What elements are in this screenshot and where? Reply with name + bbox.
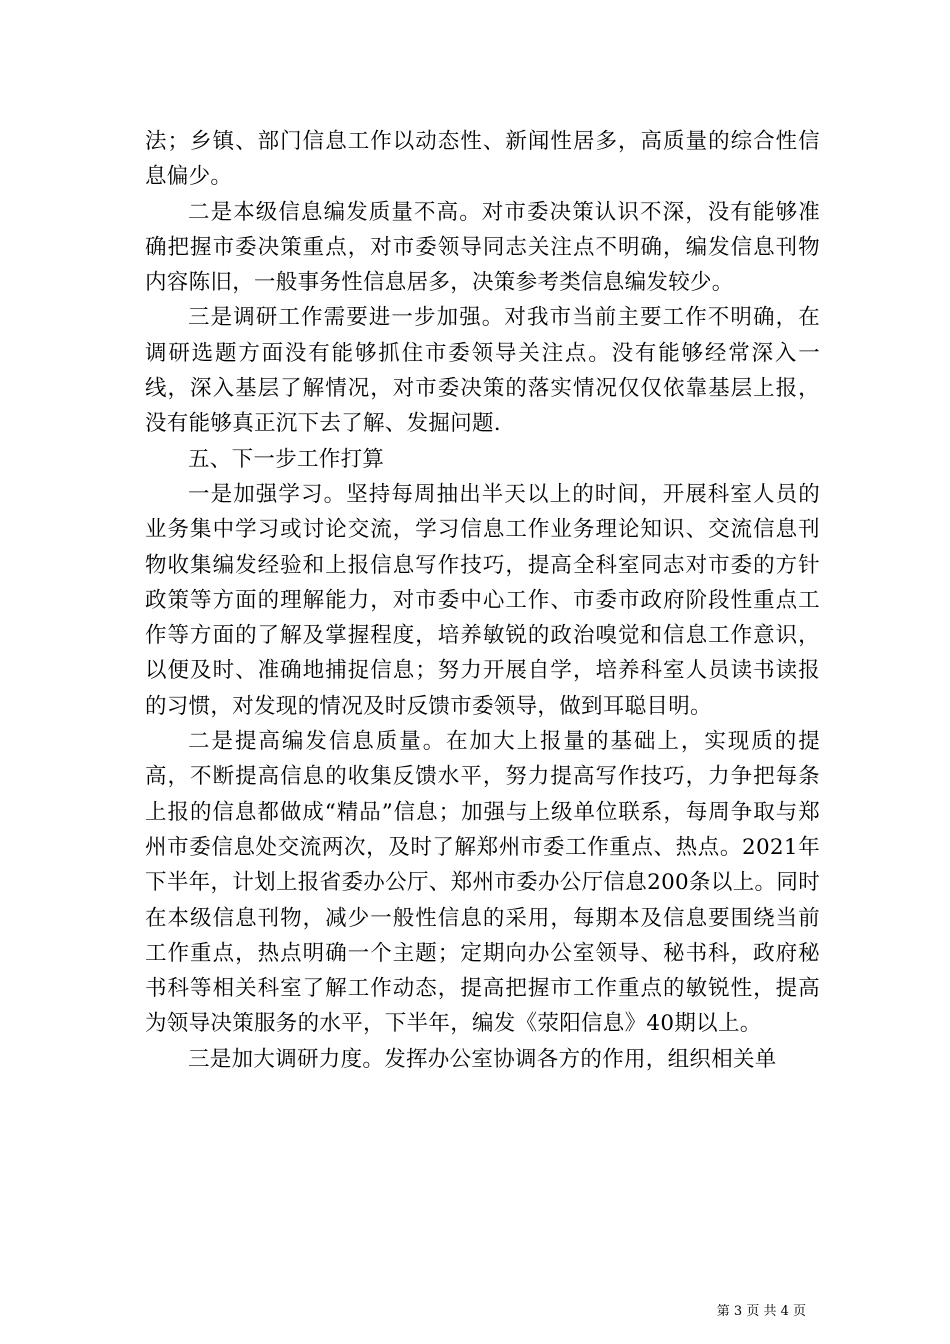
paragraph-point-three: 三是调研工作需要进一步加强。对我市当前主要工作不明确，在调研选题方面没有能够抓住市委领导关注点。没有能够经常深入一线，深入基层了解情况，对市委决策的落实情况仅仅依靠基层上报，没有能够真正沉下去了解、发掘问题. [145,305,820,437]
paragraph-continued: 法；乡镇、部门信息工作以动态性、新闻性居多，高质量的综合性信息偏少。 [145,129,820,190]
paragraph-plan-three: 三是加大调研力度。发挥办公室协调各方的作用，组织相关单 [188,1046,777,1072]
paragraph-plan-two: 二是提高编发信息质量。在加大上报量的基础上，实现质的提高，不断提高信息的收集反馈水平，努力提高写作技巧，力争把每条上报的信息都做成“精品”信息；加强与上级单位联系，每周争取与郑州市委信息处交流两次，及时了解郑州市委工作重点、热点。2021年下半年，计划上报省委办公厅、郑州市委办公厅信息200条以上。同时在本级信息刊物，减少一般性信息的采用，每期本及信息要围绕当前工作重点，热点明确一个主题；定期向办公室领导、秘书科，政府秘书科等相关科室了解工作动态，提高把握市工作重点的敏锐性，提高为领导决策服务的水平，下半年，编发《荥阳信息》40期以上。 [145,729,820,1037]
document-body [145,124,820,1077]
paragraph-plan-one: 一是加强学习。坚持每周抽出半天以上的时间，开展科室人员的业务集中学习或讨论交流，学习信息工作业务理论知识、交流信息刊物收集编发经验和上报信息写作技巧，提高全科室同志对市委的方针政策等方面的理解能力，对市委中心工作、市委市政府阶段性重点工作等方面的了解及掌握程度，培养敏锐的政治嗅觉和信息工作意识，以便及时、准确地捕捉信息；努力开展自学，培养科室人员读书读报的习惯，对发现的情况及时反馈市委领导，做到耳聪目明。 [145,481,820,719]
paragraph-point-two: 二是本级信息编发质量不高。对市委决策认识不深，没有能够准确把握市委决策重点，对市委领导同志关注点不明确，编发信息刊物内容陈旧，一般事务性信息居多，决策参考类信息编发较少。 [145,199,820,296]
page-number: 第 3 页 共 4 页 [716,1304,806,1319]
section-heading-next-steps: 五、下一步工作打算 [188,446,385,472]
